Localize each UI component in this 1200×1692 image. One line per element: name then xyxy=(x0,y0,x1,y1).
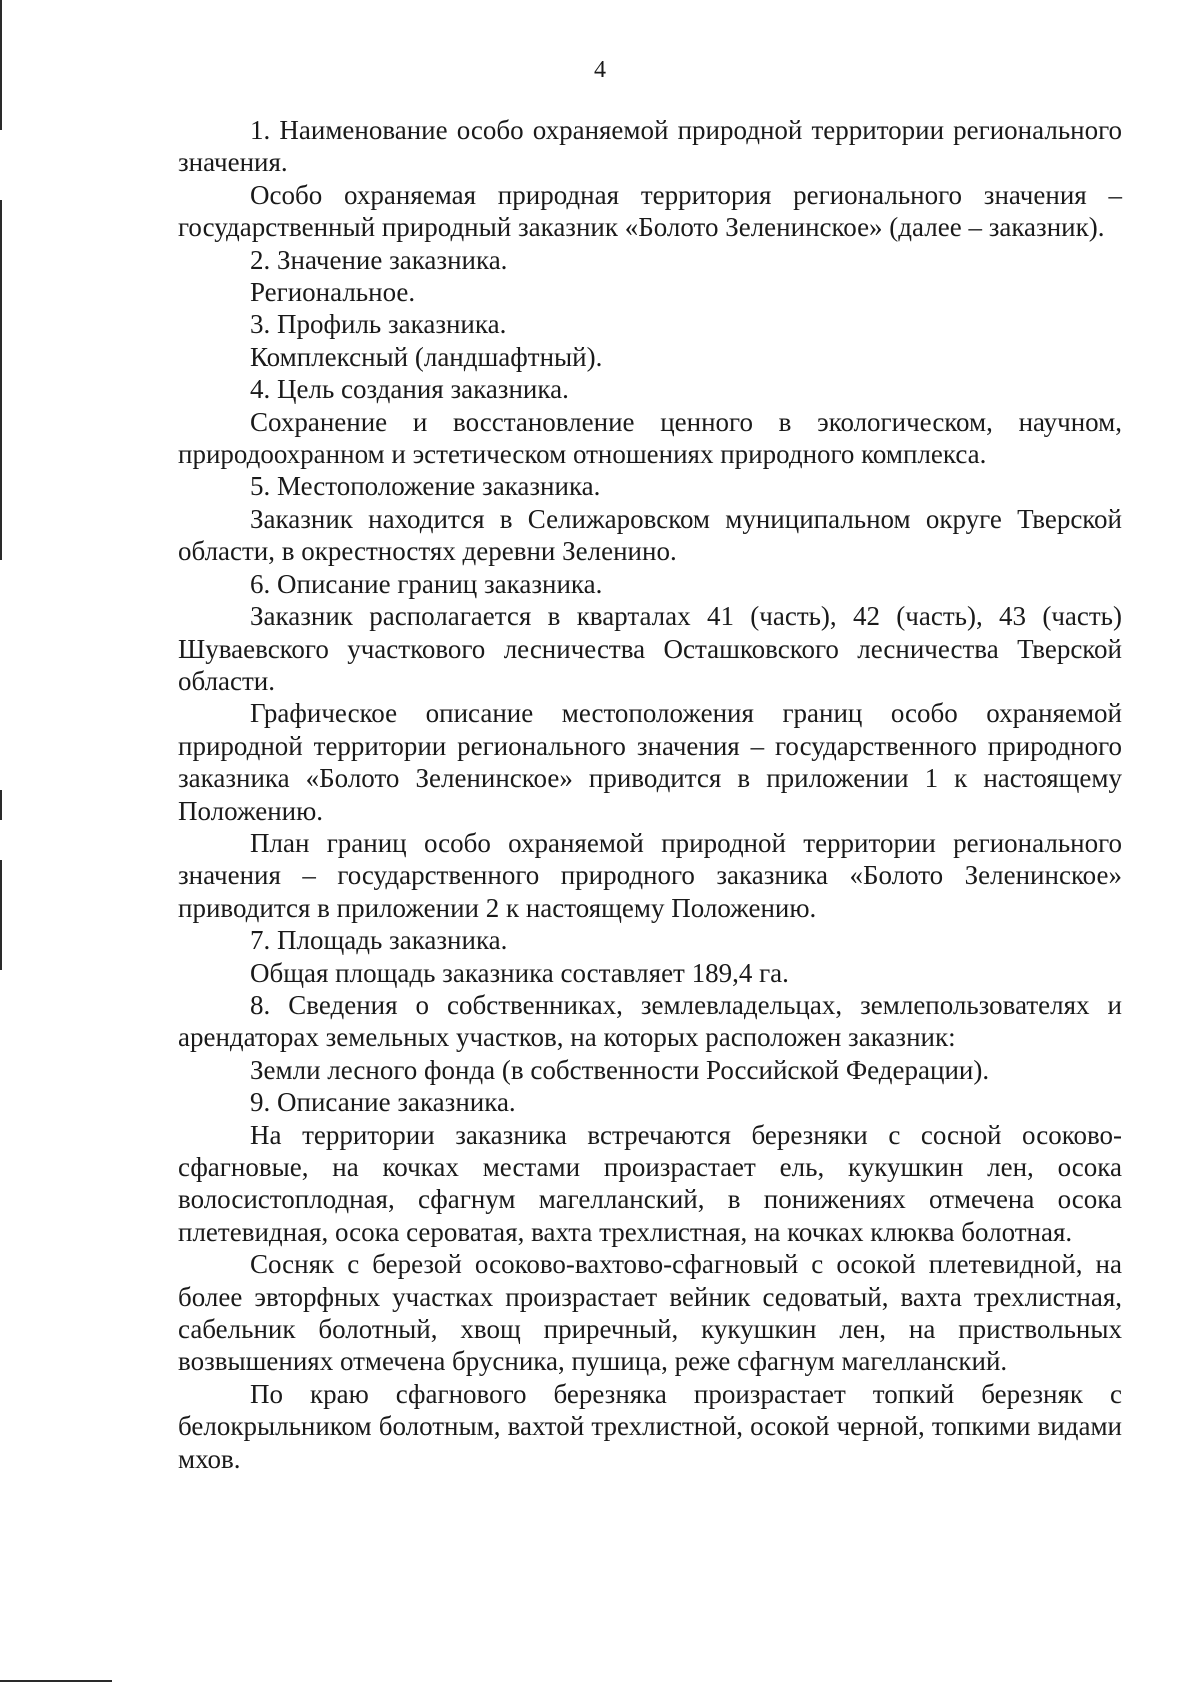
section-heading: 4. Цель создания заказника. xyxy=(250,374,569,405)
section-heading: 3. Профиль заказника. xyxy=(250,309,507,340)
paragraph: На территории заказника встречаются березняки с сосной осоково-сфагновые, на кочках местами произрастает ель, кукушкин лен, осока волосистоплодная, сфагнум магелланский, в понижениях отмечена осока плетевидная, осока сероватая, вахта трехлистная, на кочках клюква болотная. xyxy=(178,1119,1122,1247)
scan-edge-line xyxy=(0,860,2,970)
paragraph: Общая площадь заказника составляет 189,4 га. xyxy=(250,957,789,988)
section-heading: 9. Описание заказника. xyxy=(250,1087,516,1118)
paragraph: Особо охраняемая природная территория регионального значения – государственный природный заказник «Болото Зеленинское» (далее – заказник). xyxy=(178,179,1122,243)
section-heading: 5. Местоположение заказника. xyxy=(250,471,601,502)
page-number: 4 xyxy=(594,57,606,83)
scan-edge-line xyxy=(0,790,2,820)
paragraph: Сосняк с березой осоково-вахтово-сфагновый с осокой плетевидной, на более эвторфных участках произрастает вейник седоватый, вахта трехлистная, сабельник болотный, хвощ приречный, кукушкин лен, на приствольных возвышениях отмечена брусника, пушица, реже сфагнум магелланский. xyxy=(178,1249,1122,1377)
document-body xyxy=(178,114,1122,1475)
section-heading: 8. Сведения о собственниках, землевладельцах, землепользователях и арендаторах земельных участков, на которых расположен заказник: xyxy=(178,989,1122,1053)
paragraph: Земли лесного фонда (в собственности Российской Федерации). xyxy=(250,1054,990,1085)
paragraph: Заказник находится в Селижаровском муниципальном округе Тверской области, в окрестностях деревни Зеленино. xyxy=(178,503,1122,567)
paragraph: Сохранение и восстановление ценного в экологическом, научном, природоохранном и эстетическом отношениях природного комплекса. xyxy=(178,406,1122,470)
paragraph: Заказник располагается в кварталах 41 (часть), 42 (часть), 43 (часть) Шуваевского участкового лесничества Осташковского лесничества Тверской области. xyxy=(178,601,1122,696)
paragraph: Комплексный (ландшафтный). xyxy=(250,341,603,372)
paragraph: Графическое описание местоположения границ особо охраняемой природной территории регионального значения – государственного природного заказника «Болото Зеленинское» приводится в приложении 1 к настоящему Положению. xyxy=(178,698,1122,826)
scan-edge-line xyxy=(0,200,2,560)
section-heading: 1. Наименование особо охраняемой природной территории регионального значения. xyxy=(178,115,1122,178)
section-heading: 7. Площадь заказника. xyxy=(250,925,508,956)
paragraph: По краю сфагнового березняка произрастает топкий березняк с белокрыльником болотным, вахтой трехлистной, осокой черной, топкими видами мхов. xyxy=(178,1378,1122,1474)
scan-edge-line xyxy=(0,1680,112,1682)
paragraph: Региональное. xyxy=(250,277,416,308)
section-heading: 6. Описание границ заказника. xyxy=(250,568,603,599)
paragraph: План границ особо охраняемой природной территории регионального значения – государственного природного заказника «Болото Зеленинское» приводится в приложении 2 к настоящему Положению. xyxy=(178,827,1122,923)
section-heading: 2. Значение заказника. xyxy=(250,244,508,275)
